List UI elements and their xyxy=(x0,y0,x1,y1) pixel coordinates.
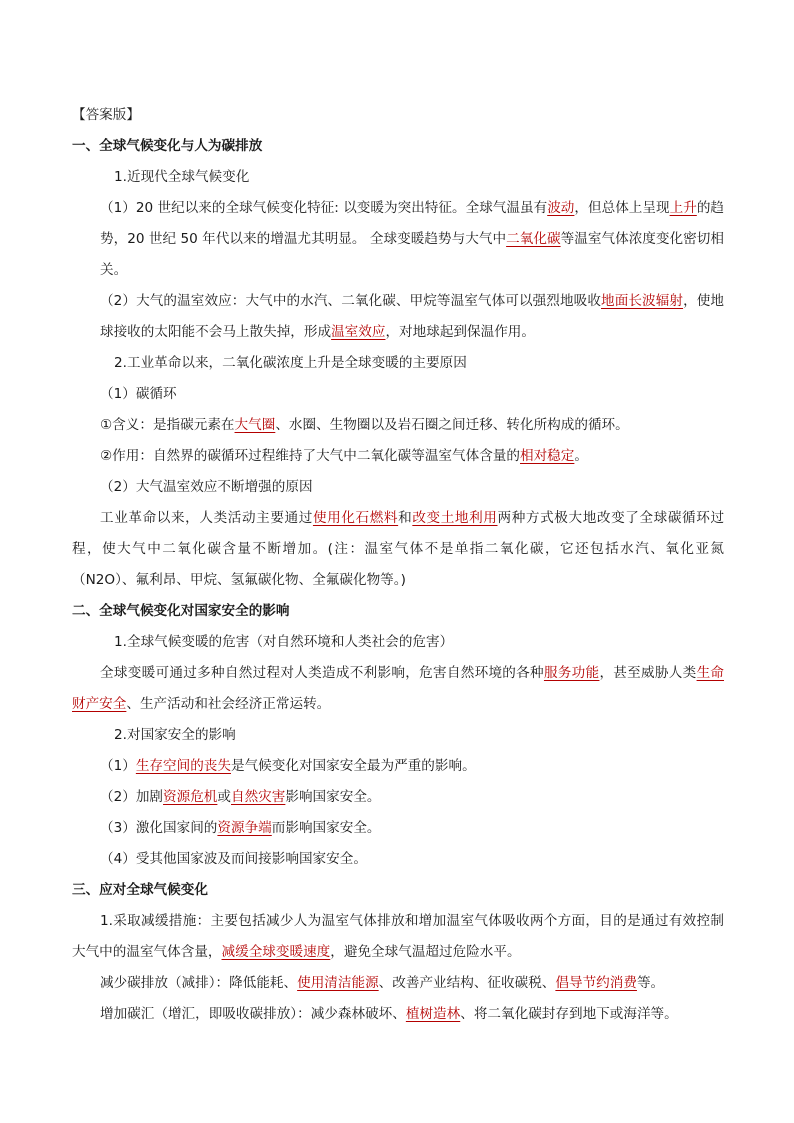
answer-term: 二氧化碳 xyxy=(506,231,561,247)
answer-term: 减缓全球变暖速度 xyxy=(221,944,331,960)
answer-term: 资源争端 xyxy=(217,820,272,836)
answer-term: 大气圈 xyxy=(234,417,276,433)
text-run: ，使地球接收的太阳能不会马上散失掉，形成 xyxy=(100,293,724,340)
answer-term: 温室效应 xyxy=(331,324,386,340)
paragraph xyxy=(72,348,724,379)
text-run: （2）大气温室效应不断增强的原因 xyxy=(100,479,313,495)
document-body xyxy=(72,100,724,1030)
answer-term: 服务功能 xyxy=(543,665,600,681)
paragraph xyxy=(72,193,724,286)
answer-term: 资源危机 xyxy=(163,789,218,805)
answer-term: 使用清洁能源 xyxy=(297,975,379,991)
answer-term: 相对稳定 xyxy=(520,448,575,464)
answer-term: 生存空间的丧失 xyxy=(135,758,231,774)
section-heading xyxy=(72,131,724,162)
text-run: 、水圈、生物圈以及岩石圈之间迁移、转化所构成的循环。 xyxy=(275,417,629,433)
answer-term: 波动 xyxy=(547,200,575,216)
text-run: ，对地球起到保温作用。 xyxy=(385,324,535,340)
paragraph xyxy=(72,999,724,1030)
answer-term: 倡导节约消费 xyxy=(555,975,637,991)
text-run: 二、全球气候变化对国家安全的影响 xyxy=(72,603,290,619)
answer-term: 植树造林 xyxy=(405,1006,461,1022)
paragraph xyxy=(72,441,724,472)
paragraph xyxy=(72,658,724,720)
answer-version-label: 【答案版】 xyxy=(72,107,140,123)
answer-term: 生命财产安全 xyxy=(72,665,724,712)
text-run: ①含义：是指碳元素在 xyxy=(100,417,235,433)
text-run: ，但总体上呈现 xyxy=(574,200,670,216)
text-run: 。 xyxy=(574,448,588,464)
paragraph xyxy=(72,720,724,751)
text-run: （2）加剧 xyxy=(100,789,164,805)
text-run: ，甚至威胁人类 xyxy=(599,665,697,681)
text-run: 和 xyxy=(398,510,413,526)
text-run: 、改善产业结构、征收碳税、 xyxy=(378,975,556,991)
text-run: 的趋势，20 世纪 50 年代以来的增温尤其明显。 全球变暖趋势与大气中 xyxy=(100,200,724,247)
text-run: 减少碳排放（减排）：降低能耗、 xyxy=(100,975,298,991)
text-run: 增加碳汇（增汇，即吸收碳排放）：减少森林破坏、 xyxy=(100,1006,406,1022)
answer-term: 改变土地利用 xyxy=(412,510,498,526)
paragraph xyxy=(72,503,724,596)
text-run: 、生产活动和社会经济正常运转。 xyxy=(126,696,331,712)
paragraph xyxy=(72,379,724,410)
paragraph xyxy=(72,782,724,813)
text-run: 1.近现代全球气候变化 xyxy=(114,169,250,185)
answer-term: 地面长波辐射 xyxy=(601,293,684,309)
text-run: （1） xyxy=(100,758,136,774)
paragraph xyxy=(72,472,724,503)
text-run: 影响国家安全。 xyxy=(285,789,381,805)
text-run: （1）碳循环 xyxy=(100,386,177,402)
text-run: 1.全球气候变暖的危害（对自然环境和人类社会的危害） xyxy=(114,634,454,650)
answer-term: 上升 xyxy=(669,200,697,216)
text-run: 三、应对全球气候变化 xyxy=(72,882,208,898)
paragraph xyxy=(72,968,724,999)
text-run: 两种方式极大地改变了全球碳循环过程，使大气中二氧化碳含量不断增加。(注：温室气体不是单指二氧化碳，它还包括水汽、氧化亚氮（N2O）、氟利昂、甲烷、氢氟碳化物、全氟碳化物等。) xyxy=(72,510,724,588)
paragraph xyxy=(72,286,724,348)
text-run: 1.采取减缓措施：主要包括减少人为温室气体排放和增加温室气体吸收两个方面，目的是通过有效控制大气中的温室气体含量， xyxy=(72,913,724,960)
text-run: （4）受其他国家波及而间接影响国家安全。 xyxy=(100,851,367,867)
text-run: 一、全球气候变化与人为碳排放 xyxy=(72,138,263,154)
paragraph xyxy=(72,162,724,193)
text-run: 2.对国家安全的影响 xyxy=(114,727,236,743)
paragraph xyxy=(72,906,724,968)
text-run: 是气候变化对国家安全最为严重的影响。 xyxy=(231,758,476,774)
text-run: 或 xyxy=(217,789,231,805)
paragraph xyxy=(72,410,724,441)
text-run: 工业革命以来，人类活动主要通过 xyxy=(100,510,313,526)
paragraph xyxy=(72,751,724,782)
text-run: （2）大气的温室效应：大气中的水汽、二氧化碳、甲烷等温室气体可以强烈地吸收 xyxy=(100,293,602,309)
text-run: 等温室气体浓度变化密切相关。 xyxy=(100,231,724,278)
text-run: 2.工业革命以来，二氧化碳浓度上升是全球变暖的主要原因 xyxy=(114,355,467,371)
text-run: （3）激化国家间的 xyxy=(100,820,218,836)
section-heading xyxy=(72,596,724,627)
text-run: 、将二氧化碳封存到地下或海洋等。 xyxy=(460,1006,678,1022)
paragraph xyxy=(72,627,724,658)
text-run: ，避免全球气温超过危险水平。 xyxy=(330,944,521,960)
answer-term: 使用化石燃料 xyxy=(312,510,399,526)
text-run: 全球变暖可通过多种自然过程对人类造成不利影响，危害自然环境的各种 xyxy=(100,665,544,681)
paragraph xyxy=(72,813,724,844)
paragraph xyxy=(72,844,724,875)
text-run: ②作用：自然界的碳循环过程维持了大气中二氧化碳等温室气体含量的 xyxy=(100,448,520,464)
section-heading xyxy=(72,875,724,906)
text-run: （1）20 世纪以来的全球气候变化特征: 以变暖为突出特征。全球气温虽有 xyxy=(100,200,548,216)
answer-term: 自然灾害 xyxy=(231,789,286,805)
text-run: 而影响国家安全。 xyxy=(271,820,381,836)
text-run: 等。 xyxy=(636,975,665,991)
